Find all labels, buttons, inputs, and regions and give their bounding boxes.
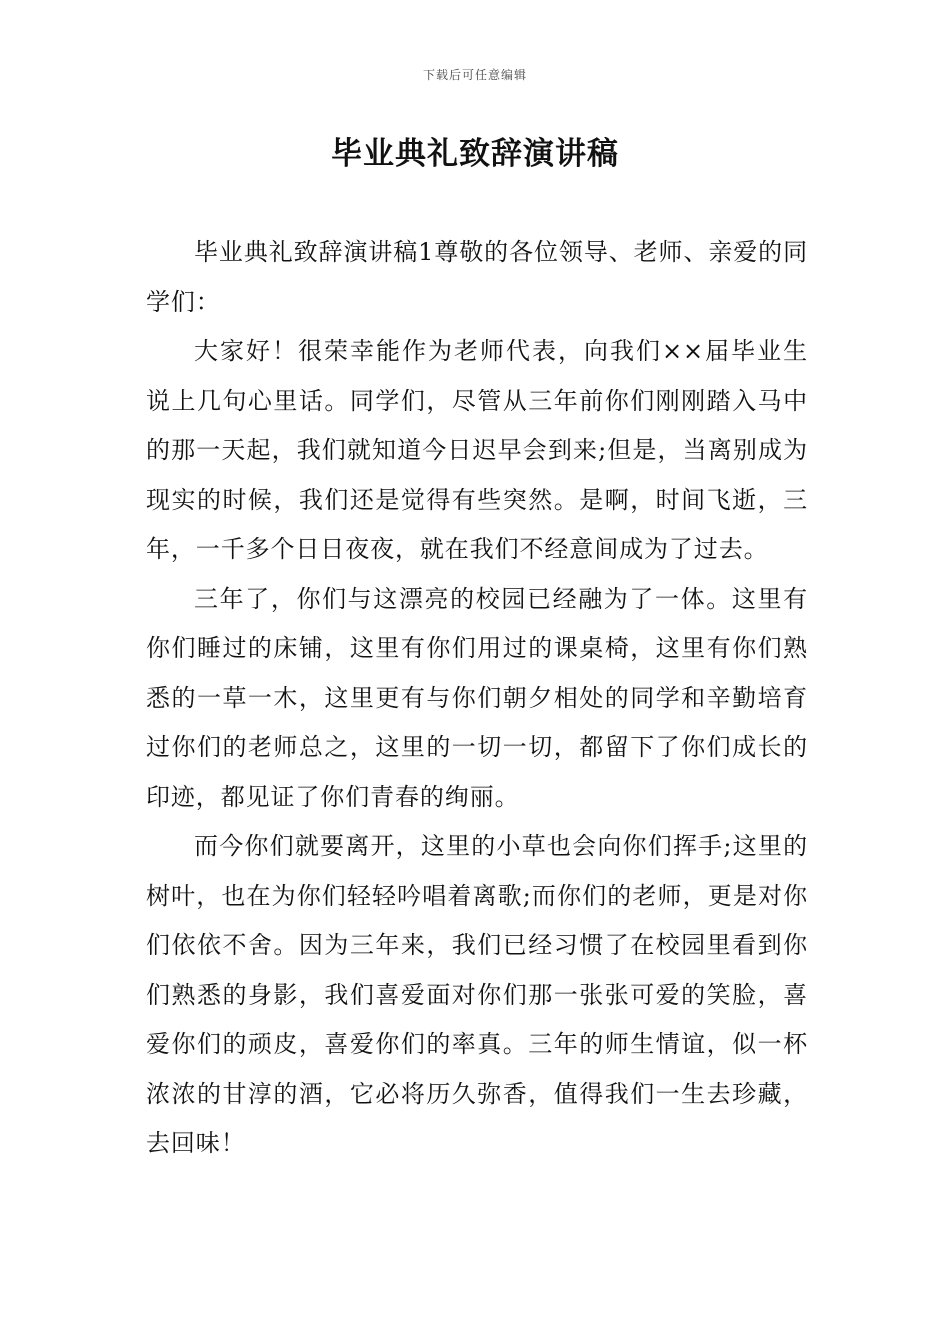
paragraph: 而今你们就要离开，这里的小草也会向你们挥手;这里的树叶，也在为你们轻轻吟唱着离歌;而你们的老师，更是对你们依依不舍。因为三年来，我们已经习惯了在校园里看到你们熟悉的身影，我们喜爱面对你们那一张张可爱的笑脸，喜爱你们的顽皮，喜爱你们的率真。三年的师生情谊，似一杯浓浓的甘淳的酒，它必将历久弥香，值得我们一生去珍藏，去回味！ (146, 832, 808, 1157)
header-note: 下载后可任意编辑 (422, 68, 527, 82)
paragraph: 三年了，你们与这漂亮的校园已经融为了一体。这里有你们睡过的床铺，这里有你们用过的课桌椅，这里有你们熟悉的一草一木，这里更有与你们朝夕相处的同学和辛勤培育过你们的老师总之，这里的一切一切，都留下了你们成长的印迹，都见证了你们青春的绚丽。 (146, 584, 808, 811)
paragraph: 毕业典礼致辞演讲稿1尊敬的各位领导、老师、亲爱的同学们： (146, 238, 808, 316)
document-body (146, 228, 808, 1169)
document-title: 毕业典礼致辞演讲稿 (331, 136, 619, 172)
paragraph: 大家好！很荣幸能作为老师代表，向我们××届毕业生说上几句心里话。同学们，尽管从三年前你们刚刚踏入马中的那一天起，我们就知道今日迟早会到来;但是，当离别成为现实的时候，我们还是觉得有些突然。是啊，时间飞逝，三年，一千多个日日夜夜，就在我们不经意间成为了过去。 (146, 337, 808, 563)
